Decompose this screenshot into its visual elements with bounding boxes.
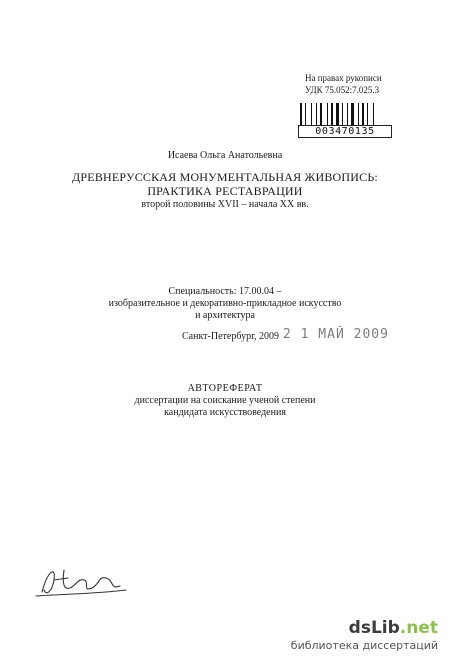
- author-name: Исаева Ольга Анатольевна: [167, 150, 283, 161]
- handwritten-signature: [34, 560, 134, 600]
- abstract-heading: АВТОРЕФЕРАТ: [187, 383, 263, 394]
- dissertation-title: [0, 170, 450, 211]
- site-watermark: [291, 618, 438, 652]
- manuscript-note: На правах рукописи: [305, 73, 382, 83]
- specialty-line-2: изобразительное и декоративно-прикладное искусство: [108, 298, 342, 309]
- watermark-logo: [291, 618, 438, 638]
- watermark-tagline: библиотека диссертаций: [290, 639, 438, 652]
- place-year: Санкт-Петербург, 2009: [182, 331, 280, 342]
- abstract-line-1: диссертации на соискание ученой степени: [134, 395, 316, 406]
- specialty-block: [0, 286, 450, 322]
- specialty-line-1: Специальность: 17.00.04 –: [168, 286, 282, 297]
- udc-code: УДК 75.052:7.025.3: [305, 85, 380, 95]
- title-line-1: ДРЕВНЕРУССКАЯ МОНУМЕНТАЛЬНАЯ ЖИВОПИСЬ:: [72, 170, 378, 184]
- title-line-2: ПРАКТИКА РЕСТАВРАЦИИ: [147, 184, 303, 198]
- barcode-number: 003470135: [298, 125, 392, 138]
- watermark-logo-main: dsLib: [348, 618, 400, 638]
- abstract-block: [0, 383, 450, 419]
- title-line-3: второй половины XVII – начала XX вв.: [141, 199, 309, 210]
- specialty-line-3: и архитектура: [195, 310, 255, 321]
- date-stamp: 2 1 МАЙ 2009: [283, 327, 389, 342]
- watermark-logo-accent: .net: [399, 618, 438, 638]
- abstract-line-2: кандидата искусствоведения: [164, 407, 286, 418]
- barcode: [298, 103, 392, 125]
